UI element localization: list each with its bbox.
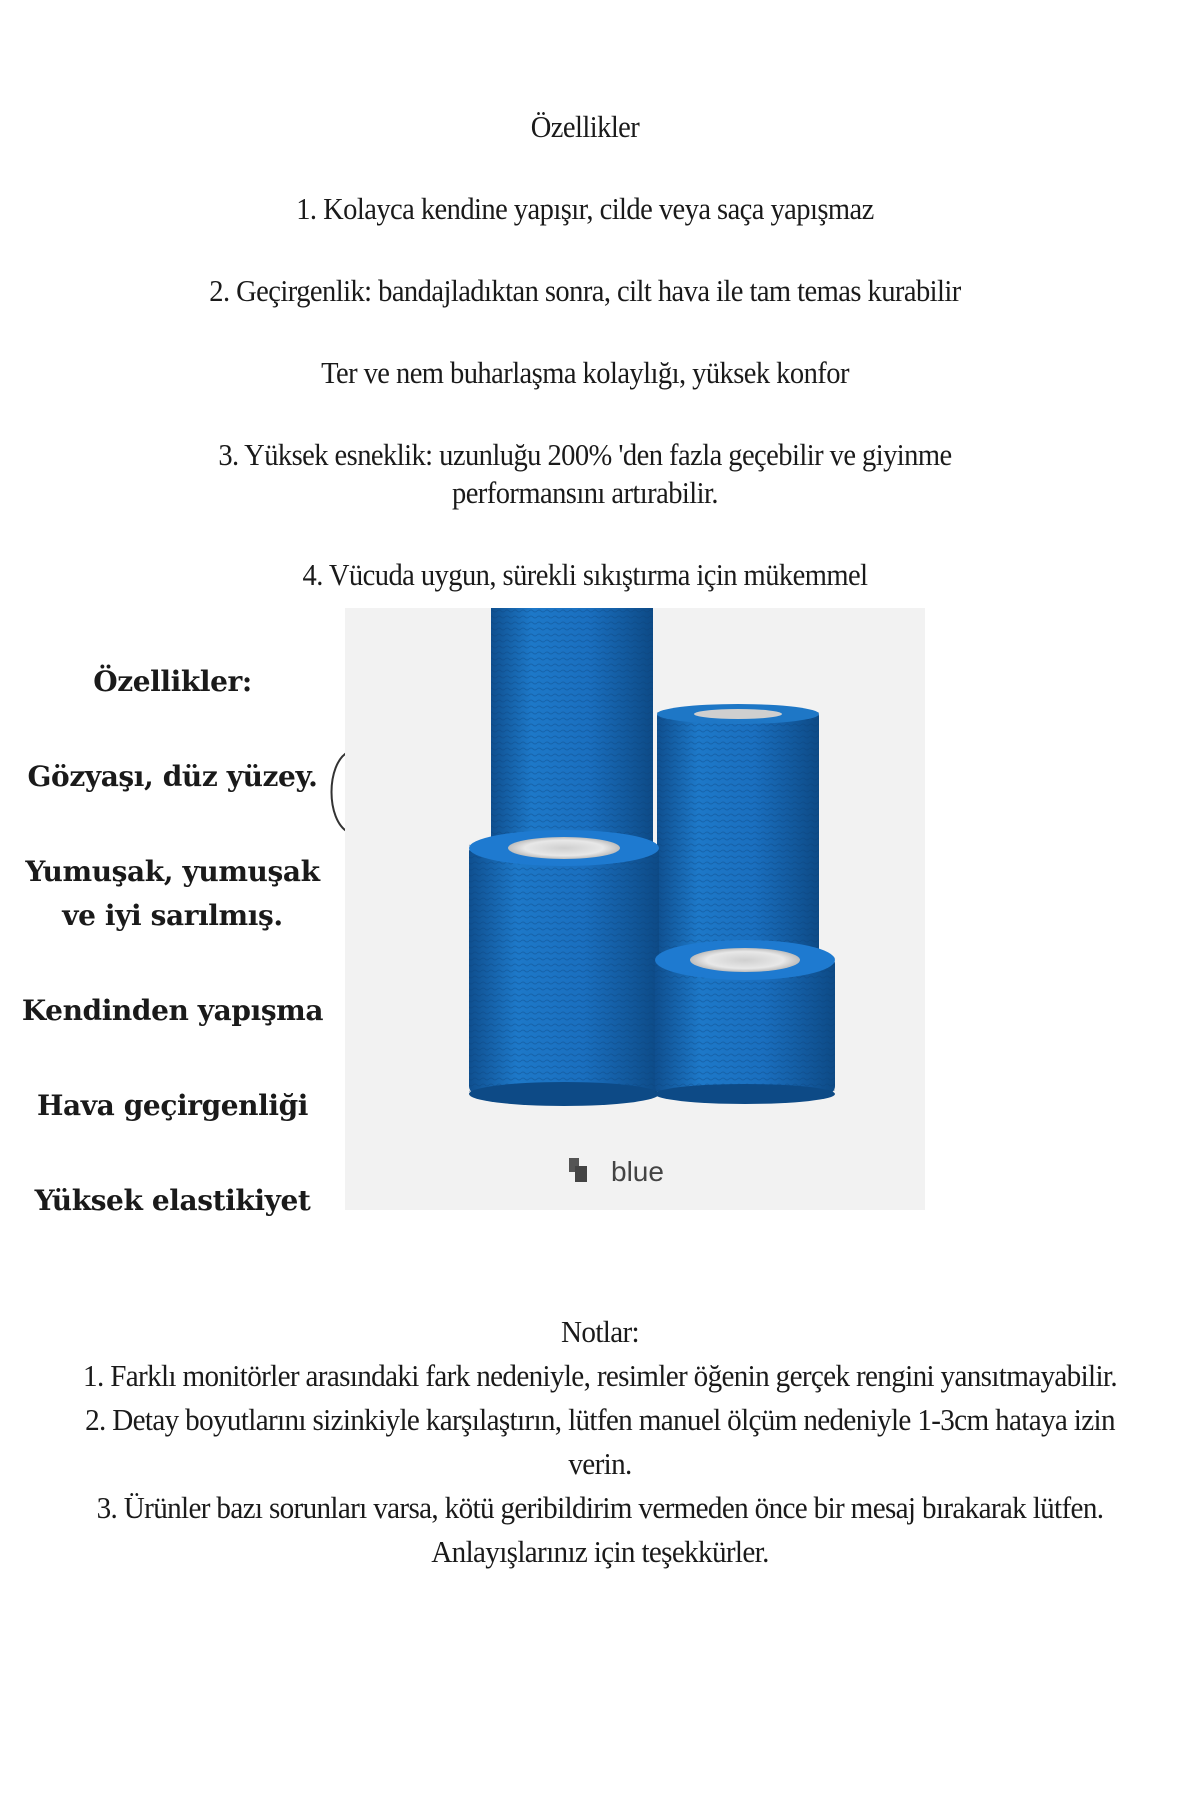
- bandage-roll-medium-right: [657, 704, 819, 962]
- color-swatch-icon: [569, 1158, 587, 1182]
- feature-item-3: 3. Yüksek esneklik: uzunluğu 200% 'den fazla geçebilir ve giyinme performansını artırabilir.: [218, 437, 952, 510]
- side-feature-item-2: Yumuşak, yumuşak ve iyi sarılmış.: [25, 855, 320, 932]
- bandage-rolls-illustration: [345, 608, 925, 1210]
- notes-closing: Anlayışlarınız için teşekkürler.: [431, 1534, 769, 1569]
- feature-item-2: 2. Geçirgenlik: bandajladıktan sonra, cilt hava ile tam temas kurabilir: [209, 273, 961, 308]
- notes-section: [0, 1310, 1200, 1574]
- side-features-list: [0, 660, 345, 1223]
- feature-item-2-continued: Ter ve nem buharlaşma kolaylığı, yüksek konfor: [321, 355, 849, 390]
- side-feature-item-1: Gözyaşı, düz yüzey.: [27, 760, 318, 793]
- note-item-3: 3. Ürünler bazı sorunları varsa, kötü geribildirim vermeden önce bir mesaj bırakarak lütfen.: [96, 1490, 1104, 1525]
- notes-heading: Notlar:: [561, 1314, 639, 1349]
- side-features-heading: Özellikler:: [93, 665, 252, 698]
- top-features-section: [47, 108, 1123, 594]
- bandage-roll-small: [655, 940, 835, 1104]
- note-item-1: 1. Farklı monitörler arasındaki fark nedeniyle, resimler öğenin gerçek rengini yansıtmayabilir.: [83, 1358, 1117, 1393]
- side-feature-item-4: Hava geçirgenliği: [36, 1089, 309, 1122]
- product-image: [345, 608, 925, 1210]
- side-feature-item-3: Kendinden yapışma: [21, 994, 324, 1027]
- feature-item-1: 1. Kolayca kendine yapışır, cilde veya saça yapışmaz: [296, 191, 874, 226]
- feature-item-4: 4. Vücuda uygun, sürekli sıkıştırma için mükemmel: [302, 557, 868, 592]
- bandage-roll-tall: [491, 608, 653, 848]
- note-item-2: 2. Detay boyutlarını sizinkiyle karşılaştırın, lütfen manuel ölçüm nedeniyle 1-3cm hataya izin verin.: [85, 1402, 1115, 1481]
- bandage-roll-front-left: [469, 830, 659, 1106]
- side-feature-item-5: Yüksek elastikiyet: [34, 1184, 311, 1217]
- features-heading: Özellikler: [530, 109, 640, 144]
- color-label: blue: [611, 1156, 664, 1187]
